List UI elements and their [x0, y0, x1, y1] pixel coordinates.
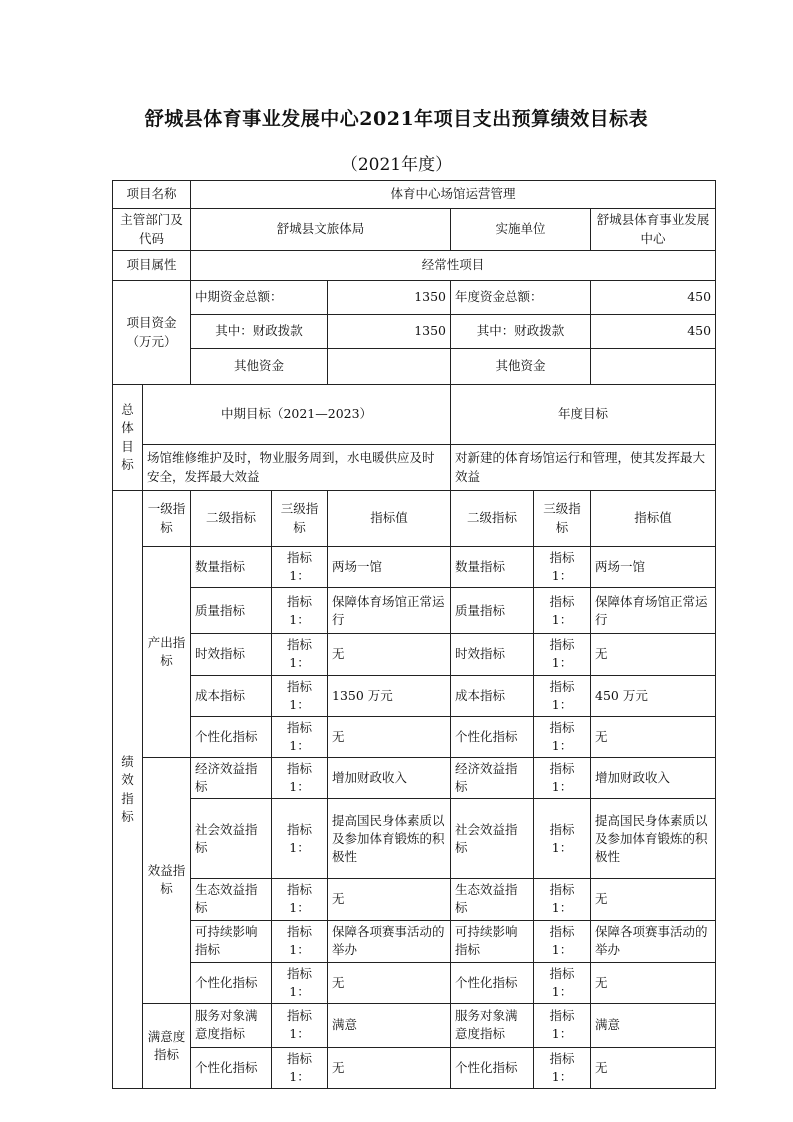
annual-value-header: 指标值 — [591, 491, 716, 547]
annual-level2-indicator: 服务对象满意度指标 — [451, 1003, 534, 1047]
annual-level3-indicator: 指标 1： — [534, 716, 591, 757]
mid-term-target-header: 中期目标（2021—2023） — [143, 385, 451, 445]
annual-other-value — [591, 349, 716, 385]
indicator-row — [113, 758, 716, 799]
mid-term-fiscal-value: 1350 — [328, 315, 451, 349]
annual-level2-indicator: 社会效益指标 — [451, 799, 534, 879]
annual-target-text: 对新建的体育场馆运行和管理，使其发挥最大效益 — [451, 445, 716, 491]
indicator-row — [113, 588, 716, 634]
indicator-value: 无 — [328, 879, 451, 920]
level3-indicator: 指标 1： — [272, 799, 328, 879]
level2-indicator: 时效指标 — [191, 634, 272, 675]
level3-indicator: 指标 1： — [272, 716, 328, 757]
level3-indicator: 指标 1： — [272, 758, 328, 799]
level2-indicator: 数量指标 — [191, 547, 272, 588]
mid-term-other-label: 其他资金 — [191, 349, 328, 385]
level3-indicator: 指标 1： — [272, 675, 328, 716]
annual-indicator-value: 无 — [591, 716, 716, 757]
level3-indicator: 指标 1： — [272, 1003, 328, 1047]
indicator-value: 增加财政收入 — [328, 758, 451, 799]
department-value: 舒城县文旅体局 — [191, 209, 451, 251]
annual-indicator-value: 450 万元 — [591, 675, 716, 716]
annual-level2-indicator: 个性化指标 — [451, 962, 534, 1003]
annual-level2-indicator: 个性化指标 — [451, 716, 534, 757]
row-overall-header — [113, 385, 716, 445]
annual-level2-header: 二级指标 — [451, 491, 534, 547]
annual-level2-indicator: 可持续影响指标 — [451, 920, 534, 962]
mid-term-target-text: 场馆维修维护及时，物业服务周到，水电暖供应及时安全，发挥最大效益 — [143, 445, 451, 491]
project-funds-label: 项目资金（万元） — [113, 281, 191, 385]
annual-indicator-value: 提高国民身体素质以及参加体育锻炼的积极性 — [591, 799, 716, 879]
project-name-value: 体育中心场馆运营管理 — [191, 181, 716, 209]
annual-level2-indicator: 经济效益指标 — [451, 758, 534, 799]
indicator-row — [113, 1003, 716, 1047]
annual-indicator-value: 保障各项赛事活动的举办 — [591, 920, 716, 962]
indicator-value: 提高国民身体素质以及参加体育锻炼的积极性 — [328, 799, 451, 879]
annual-level2-indicator: 数量指标 — [451, 547, 534, 588]
annual-level3-indicator: 指标 1： — [534, 879, 591, 920]
row-project-name — [113, 181, 716, 209]
level3-indicator: 指标 1： — [272, 962, 328, 1003]
annual-level3-indicator: 指标 1： — [534, 1047, 591, 1088]
annual-other-label: 其他资金 — [451, 349, 591, 385]
level1-indicator: 效益指标 — [143, 758, 191, 1004]
indicator-value: 满意 — [328, 1003, 451, 1047]
annual-level3-header: 三级指标 — [534, 491, 591, 547]
annual-level2-indicator: 个性化指标 — [451, 1047, 534, 1088]
indicator-row — [113, 962, 716, 1003]
annual-level3-indicator: 指标 1： — [534, 920, 591, 962]
level3-indicator: 指标 1： — [272, 920, 328, 962]
annual-level3-indicator: 指标 1： — [534, 634, 591, 675]
row-perf-header — [113, 491, 716, 547]
level1-indicator: 满意度指标 — [143, 1003, 191, 1088]
annual-level3-indicator: 指标 1： — [534, 675, 591, 716]
indicator-value: 保障体育场馆正常运行 — [328, 588, 451, 634]
department-label: 主管部门及代码 — [113, 209, 191, 251]
annual-indicator-value: 保障体育场馆正常运行 — [591, 588, 716, 634]
implementing-unit-value: 舒城县体育事业发展中心 — [591, 209, 716, 251]
annual-indicator-value: 无 — [591, 879, 716, 920]
level3-indicator: 指标 1： — [272, 588, 328, 634]
mid-term-total-value: 1350 — [328, 281, 451, 315]
indicator-row — [113, 675, 716, 716]
annual-indicator-value: 无 — [591, 634, 716, 675]
annual-fiscal-label: 其中：财政拨款 — [451, 315, 591, 349]
row-department — [113, 209, 716, 251]
level2-indicator: 生态效益指标 — [191, 879, 272, 920]
project-attribute-value: 经常性项目 — [191, 251, 716, 281]
value-header: 指标值 — [328, 491, 451, 547]
indicator-value: 无 — [328, 962, 451, 1003]
annual-indicator-value: 增加财政收入 — [591, 758, 716, 799]
level2-indicator: 个性化指标 — [191, 716, 272, 757]
indicator-row — [113, 1047, 716, 1088]
row-overall-text — [113, 445, 716, 491]
indicator-value: 无 — [328, 716, 451, 757]
mid-term-total-label: 中期资金总额： — [191, 281, 328, 315]
indicator-value: 无 — [328, 1047, 451, 1088]
mid-term-other-value — [328, 349, 451, 385]
annual-level2-indicator: 生态效益指标 — [451, 879, 534, 920]
indicator-value: 保障各项赛事活动的举办 — [328, 920, 451, 962]
annual-total-label: 年度资金总额： — [451, 281, 591, 315]
annual-level3-indicator: 指标 1： — [534, 547, 591, 588]
level2-indicator: 个性化指标 — [191, 962, 272, 1003]
row-funds-fiscal — [113, 315, 716, 349]
level2-header: 二级指标 — [191, 491, 272, 547]
performance-target-table — [112, 180, 716, 1089]
level3-header: 三级指标 — [272, 491, 328, 547]
project-name-label: 项目名称 — [113, 181, 191, 209]
level3-indicator: 指标 1： — [272, 634, 328, 675]
indicator-value: 两场一馆 — [328, 547, 451, 588]
page-title: 舒城县体育事业发展中心2021年项目支出预算绩效目标表 — [144, 108, 649, 130]
level2-indicator: 个性化指标 — [191, 1047, 272, 1088]
indicator-row — [113, 634, 716, 675]
indicator-value: 无 — [328, 634, 451, 675]
annual-indicator-value: 无 — [591, 962, 716, 1003]
indicator-row — [113, 920, 716, 962]
annual-level3-indicator: 指标 1： — [534, 588, 591, 634]
annual-level2-indicator: 时效指标 — [451, 634, 534, 675]
project-attribute-label: 项目属性 — [113, 251, 191, 281]
level2-indicator: 质量指标 — [191, 588, 272, 634]
indicator-row — [113, 879, 716, 920]
implementing-unit-label: 实施单位 — [451, 209, 591, 251]
level1-header: 一级指标 — [143, 491, 191, 547]
annual-indicator-value: 满意 — [591, 1003, 716, 1047]
annual-level2-indicator: 质量指标 — [451, 588, 534, 634]
level3-indicator: 指标 1： — [272, 1047, 328, 1088]
level2-indicator: 社会效益指标 — [191, 799, 272, 879]
level1-indicator: 产出指标 — [143, 547, 191, 758]
annual-level3-indicator: 指标 1： — [534, 799, 591, 879]
indicator-value: 1350 万元 — [328, 675, 451, 716]
row-project-attribute — [113, 251, 716, 281]
page-subtitle: （2021年度） — [340, 155, 453, 175]
level2-indicator: 经济效益指标 — [191, 758, 272, 799]
annual-total-value: 450 — [591, 281, 716, 315]
annual-indicator-value: 两场一馆 — [591, 547, 716, 588]
row-funds-total — [113, 281, 716, 315]
level2-indicator: 成本指标 — [191, 675, 272, 716]
level2-indicator: 可持续影响指标 — [191, 920, 272, 962]
level3-indicator: 指标 1： — [272, 547, 328, 588]
annual-level3-indicator: 指标 1： — [534, 962, 591, 1003]
annual-level3-indicator: 指标 1： — [534, 758, 591, 799]
indicator-row — [113, 799, 716, 879]
annual-indicator-value: 无 — [591, 1047, 716, 1088]
performance-indicator-label: 绩 效 指 标 — [113, 491, 143, 1089]
row-funds-other — [113, 349, 716, 385]
annual-level3-indicator: 指标 1： — [534, 1003, 591, 1047]
annual-target-header: 年度目标 — [451, 385, 716, 445]
overall-target-label: 总 体 目 标 — [113, 385, 143, 491]
mid-term-fiscal-label: 其中：财政拨款 — [191, 315, 328, 349]
level3-indicator: 指标 1： — [272, 879, 328, 920]
indicator-row — [113, 716, 716, 757]
annual-fiscal-value: 450 — [591, 315, 716, 349]
indicator-row — [113, 547, 716, 588]
annual-level2-indicator: 成本指标 — [451, 675, 534, 716]
level2-indicator: 服务对象满意度指标 — [191, 1003, 272, 1047]
